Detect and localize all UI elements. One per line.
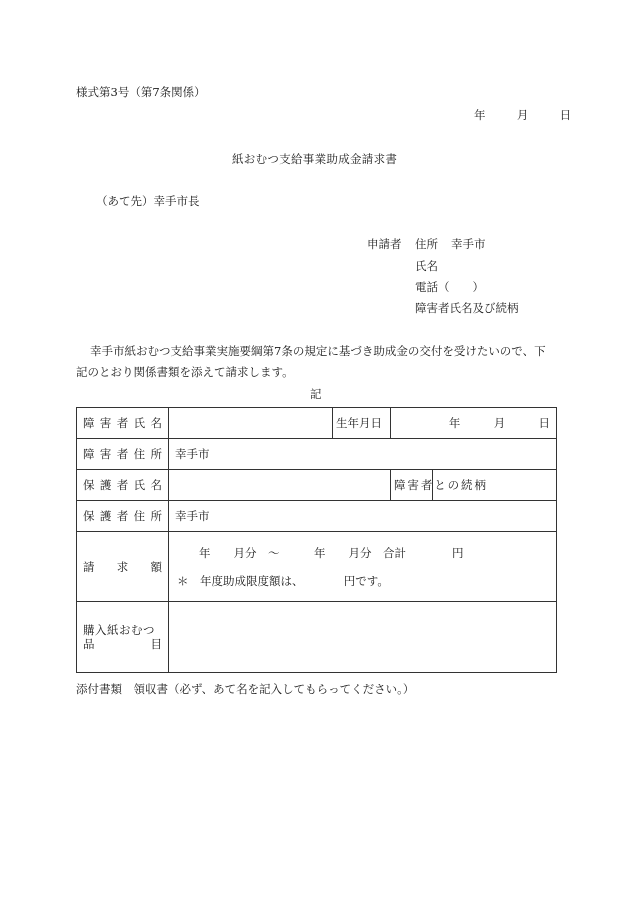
disabled-name-label-cell xyxy=(77,408,169,439)
items-label-line2: 品 目 xyxy=(83,637,162,651)
guardian-address-value-cell[interactable] xyxy=(169,501,557,532)
claim-period-line: 年 月分 ～ 年 月分 合計 円 xyxy=(199,545,464,560)
addressee: （あて先）幸手市長 xyxy=(96,194,200,208)
guardian-name-label: 保 護 者 氏 名 xyxy=(83,478,162,492)
ki-heading: 記 xyxy=(310,387,322,401)
applicant-phone-label: 電話（ ） xyxy=(415,280,484,294)
date-line xyxy=(474,108,571,122)
birth-month: 月 xyxy=(493,416,506,430)
guardian-address-label: 保 護 者 住 所 xyxy=(83,509,162,523)
document-title: 紙おむつ支給事業助成金請求書 xyxy=(232,152,398,166)
disabled-address-label: 障 害 者 住 所 xyxy=(83,447,162,461)
relation-label: 障 害 者 と の 続 柄 xyxy=(394,478,486,492)
row-guardian-address xyxy=(77,501,557,532)
birth-label: 生年月日 xyxy=(336,416,382,430)
claim-label: 請 求 額 xyxy=(83,559,162,574)
items-value-cell[interactable] xyxy=(169,602,557,673)
row-guardian-name xyxy=(77,470,557,501)
applicant-label: 申請者 xyxy=(367,237,402,251)
applicant-address-value: 幸手市 xyxy=(451,237,486,251)
disabled-address-value-cell[interactable] xyxy=(169,439,557,470)
birth-label-cell xyxy=(333,408,391,439)
disabled-address-value: 幸手市 xyxy=(175,447,210,461)
relation-label-cell xyxy=(391,470,486,501)
claim-limit-note: ＊ 年度助成限度額は、 円です。 xyxy=(177,573,389,588)
applicant-address-label: 住所 xyxy=(415,237,438,251)
body-text-line2: 記のとおり関係書類を添えて請求します。 xyxy=(76,365,294,379)
date-day: 日 xyxy=(559,108,572,122)
birth-value-cell[interactable] xyxy=(391,408,557,439)
row-claim xyxy=(77,532,557,602)
guardian-address-value: 幸手市 xyxy=(175,509,210,523)
claim-value-cell[interactable] xyxy=(169,532,557,602)
date-year: 年 xyxy=(474,108,486,122)
form-number: 様式第3号（第7条関係） xyxy=(76,85,206,99)
date-month: 月 xyxy=(516,108,529,122)
claim-label-cell xyxy=(77,532,169,602)
attachment-note: 添付書類 領収書（必ず、あて名を記入してもらってください。） xyxy=(76,682,415,696)
birth-year: 年 xyxy=(448,416,461,430)
claim-table xyxy=(76,407,557,673)
birth-day: 日 xyxy=(538,416,550,430)
guardian-name-value-cell[interactable] xyxy=(169,470,391,501)
applicant-relation-label: 障害者氏名及び続柄 xyxy=(415,301,519,315)
items-label-line1: 購入紙おむつ xyxy=(83,623,155,637)
row-disabled-address xyxy=(77,439,557,470)
disabled-name-value-cell[interactable] xyxy=(169,408,333,439)
body-text-line1: 幸手市紙おむつ支給事業実施要綱第7条の規定に基づき助成金の交付を受けたいので、下 xyxy=(90,344,546,358)
disabled-name-label: 障 害 者 氏 名 xyxy=(83,416,162,430)
row-disabled-name xyxy=(77,408,557,439)
guardian-address-label-cell xyxy=(77,501,169,532)
row-items xyxy=(77,602,557,673)
guardian-name-label-cell xyxy=(77,470,169,501)
disabled-address-label-cell xyxy=(77,439,169,470)
items-label-cell xyxy=(77,602,169,673)
applicant-name-label: 氏名 xyxy=(415,259,438,273)
